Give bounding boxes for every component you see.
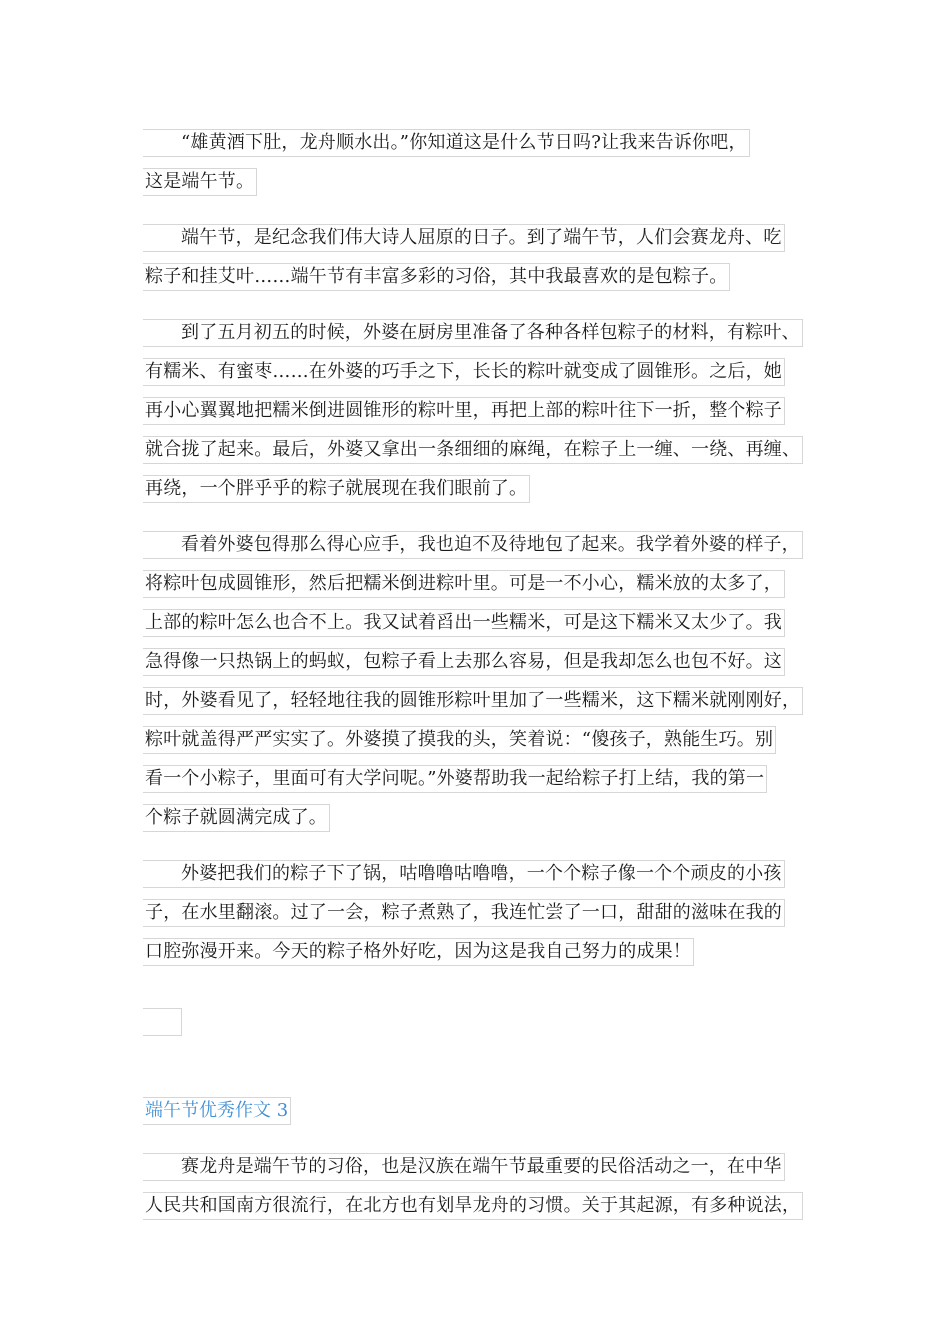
text-line: 看着外婆包得那么得心应手，我也迫不及待地包了起来。我学着外婆的样子， <box>143 526 808 565</box>
document-page <box>143 124 808 1243</box>
text-line: 时，外婆看见了，轻轻地往我的圆锥形粽叶里加了一些糯米，这下糯米就刚刚好， <box>143 682 808 721</box>
text-line: 外婆把我们的粽子下了锅，咕噜噜咕噜噜，一个个粽子像一个个顽皮的小孩 <box>143 855 808 894</box>
text-line: 再小心翼翼地把糯米倒进圆锥形的粽叶里，再把上部的粽叶往下一折，整个粽子 <box>143 392 808 431</box>
text-line: “雄黄酒下肚，龙舟顺水出。”你知道这是什么节日吗?让我来告诉你吧， <box>143 124 808 163</box>
text-line: 再绕，一个胖乎乎的粽子就展现在我们眼前了。 <box>143 470 808 509</box>
text-line: 端午节，是纪念我们伟大诗人屈原的日子。到了端午节，人们会赛龙舟、吃 <box>143 219 808 258</box>
text-line: 这是端午节。 <box>143 163 808 202</box>
text-line: 将粽叶包成圆锥形，然后把糯米倒进粽叶里。可是一不小心，糯米放的太多了， <box>143 565 808 604</box>
text-line: 粽子和挂艾叶……端午节有丰富多彩的习俗，其中我最喜欢的是包粽子。 <box>143 258 808 297</box>
text-line: 急得像一只热锅上的蚂蚁，包粽子看上去那么容易，但是我却怎么也包不好。这 <box>143 643 808 682</box>
text-line: 上部的粽叶怎么也合不上。我又试着舀出一些糯米，可是这下糯米又太少了。我 <box>143 604 808 643</box>
paragraph-4 <box>143 526 808 838</box>
paragraph-3 <box>143 314 808 509</box>
text-line: 粽叶就盖得严严实实了。外婆摸了摸我的头，笑着说：“傻孩子，熟能生巧。别 <box>143 721 808 760</box>
text-line: 人民共和国南方很流行，在北方也有划旱龙舟的习惯。关于其起源，有多种说法， <box>143 1187 808 1226</box>
paragraph-6 <box>143 1148 808 1226</box>
text-line: 赛龙舟是端午节的习俗，也是汉族在端午节最重要的民俗活动之一，在中华 <box>143 1148 808 1187</box>
empty-text-box <box>143 1008 182 1036</box>
section-heading: 端午节优秀作文 3 <box>143 1092 808 1131</box>
text-line: 个粽子就圆满完成了。 <box>143 799 808 838</box>
text-line: 口腔弥漫开来。今天的粽子格外好吃，因为这是我自己努力的成果！ <box>143 933 808 972</box>
paragraph-1 <box>143 124 808 202</box>
text-line: 看一个小粽子，里面可有大学问呢。”外婆帮助我一起给粽子打上结，我的第一 <box>143 760 808 799</box>
text-line: 子，在水里翻滚。过了一会，粽子煮熟了，我连忙尝了一口，甜甜的滋味在我的 <box>143 894 808 933</box>
paragraph-5 <box>143 855 808 972</box>
text-line: 有糯米、有蜜枣……在外婆的巧手之下，长长的粽叶就变成了圆锥形。之后，她 <box>143 353 808 392</box>
paragraph-2 <box>143 219 808 297</box>
text-line: 就合拢了起来。最后，外婆又拿出一条细细的麻绳，在粽子上一缠、一绕、再缠、 <box>143 431 808 470</box>
text-line: 到了五月初五的时候，外婆在厨房里准备了各种各样包粽子的材料，有粽叶、 <box>143 314 808 353</box>
